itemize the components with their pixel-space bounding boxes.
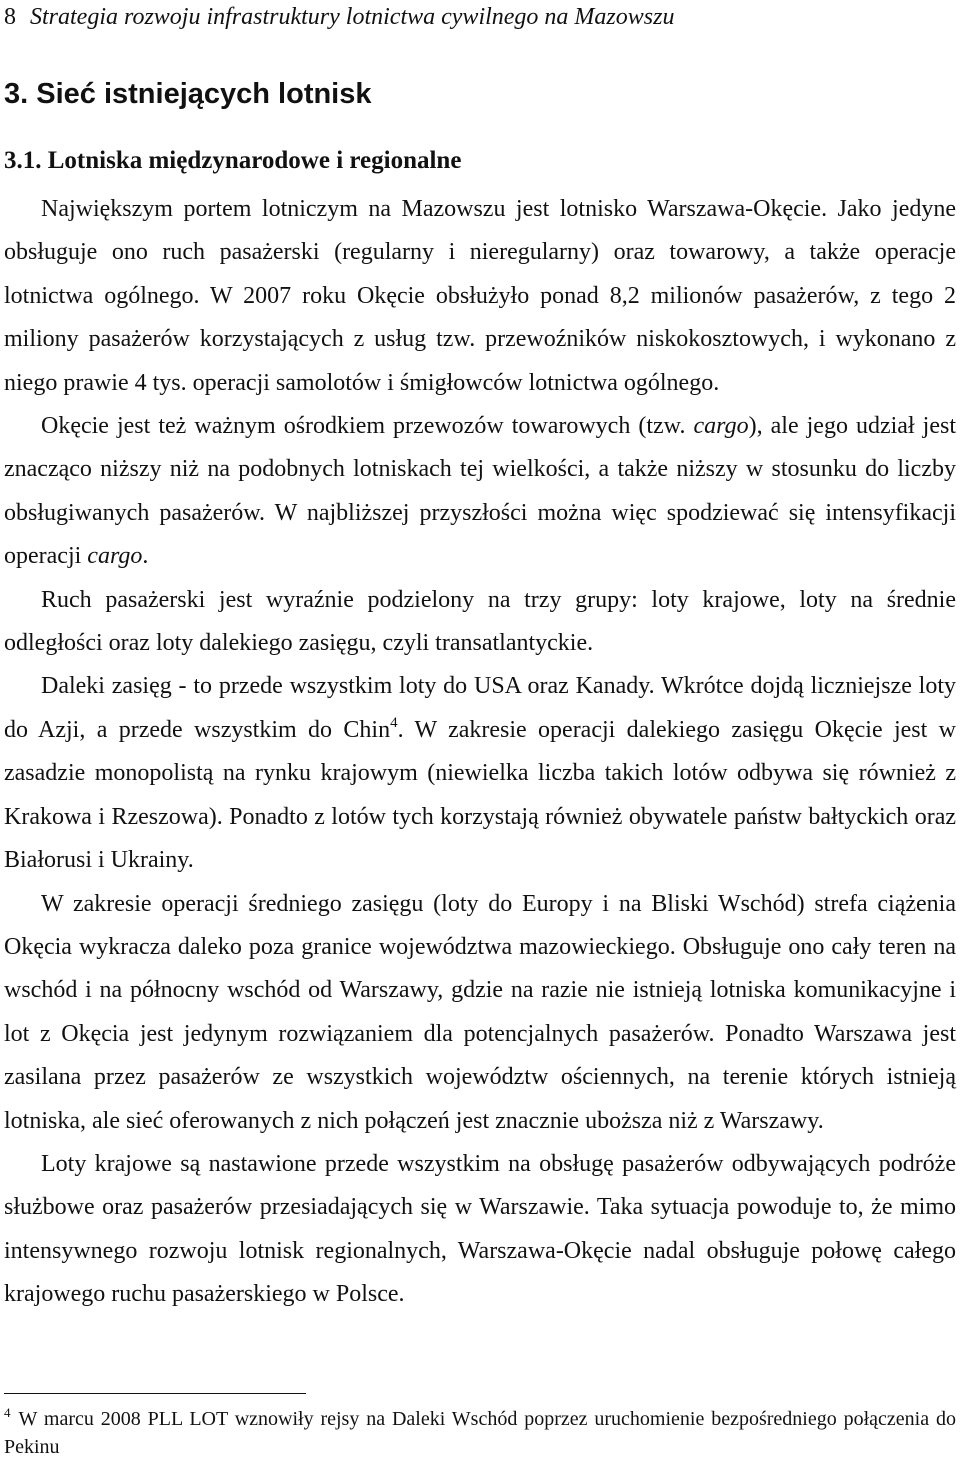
running-header-title: Strategia rozwoju infrastruktury lotnictwa cywilnego na Mazowszu [30,4,675,30]
paragraph-2-part-b: ), ale jego udział jest znacząco niższy niż na podobnych lotniskach tej wielkości, a także niższy w stosunku do liczby obsługiwanych pasażerów. W najbliższej przyszłości można więc spodziewać się intensyfikacji operacji [4,413,956,570]
paragraph-6: Loty krajowe są nastawione przede wszystkim na obsługę pasażerów odbywających podróże służbowe oraz pasażerów przesiadających się w Warszawie. Taka sytuacja powoduje to, że mimo intensywnego rozwoju lotnisk regionalnych, Warszawa-Okęcie nadal obsługuje połowę całego krajowego ruchu pasażerskiego w Polsce. [4,1150,956,1308]
subsection-heading: 3.1. Lotniska międzynarodowe i regionalne [4,147,462,174]
footnote [4,1405,956,1461]
footnote-divider [4,1393,306,1394]
paragraph-4-part-a: Daleki zasięg - to przede wszystkim loty do USA oraz Kanady. Wkrótce dojdą liczniejsze loty do Azji, a przede wszystkim do Chin [4,673,956,743]
cargo-term: cargo [693,413,749,440]
body-text [4,188,956,1317]
paragraph-5: W zakresie operacji średniego zasięgu (loty do Europy i na Bliski Wschód) strefa ciążenia Okęcia wykracza daleko poza granice województwa mazowieckiego. Obsługuje ono cały teren na wschód i na północny wschód od Warszawy, gdzie na razie nie istnieją lotniska komunikacyjne i lot z Okęcia jest jedynym rozwiązaniem dla potencjalnych pasażerów. Ponadto Warszawa jest zasilana przez pasażerów ze wszystkich województw ościennych, na terenie których istnieją lotniska, ale sieć oferowanych z nich połączeń jest znacznie uboższa niż z Warszawy. [4,890,956,1134]
running-header [4,2,674,32]
paragraph-4 [4,665,956,882]
cargo-term-2: cargo [87,543,143,570]
footnote-reference[interactable]: 4 [390,714,398,731]
paragraph-2-part-c: . [142,543,149,570]
paragraph-3: Ruch pasażerski jest wyraźnie podzielony na trzy grupy: loty krajowe, loty na średnie odległości oraz loty dalekiego zasięgu, czyli transatlantyckie. [4,586,956,657]
paragraph-2 [4,405,956,579]
section-heading: 3. Sieć istniejących lotnisk [4,78,372,110]
footnote-text: W marcu 2008 PLL LOT wznowiły rejsy na Daleki Wschód poprzez uruchomienie bezpośredniego połączenia do Pekinu [4,1408,956,1458]
footnote-marker: 4 [4,1405,11,1420]
paragraph-1: Największym portem lotniczym na Mazowszu jest lotnisko Warszawa-Okęcie. Jako jedyne obsługuje ono ruch pasażerski (regularny i nieregularny) oraz towarowy, a także operacje lotnictwa ogólnego. W 2007 roku Okęcie obsłużyło ponad 8,2 milionów pasażerów, z tego 2 miliony pasażerów korzystających z usług tzw. przewoźników niskokosztowych, i wykonano z niego prawie 4 tys. operacji samolotów i śmigłowców lotnictwa ogólnego. [4,196,956,396]
paragraph-2-part-a: Okęcie jest też ważnym ośrodkiem przewozów towarowych (tzw. [41,413,694,440]
page-number: 8 [4,4,16,30]
paragraph-4-part-b: . W zakresie operacji dalekiego zasięgu Okęcie jest w zasadzie monopolistą na rynku krajowym (niewielka liczba takich lotów odbywa się również z Krakowa i Rzeszowa). Ponadto z lotów tych korzystają również obywatele państw bałtyckich oraz Białorusi i Ukrainy. [4,716,956,874]
